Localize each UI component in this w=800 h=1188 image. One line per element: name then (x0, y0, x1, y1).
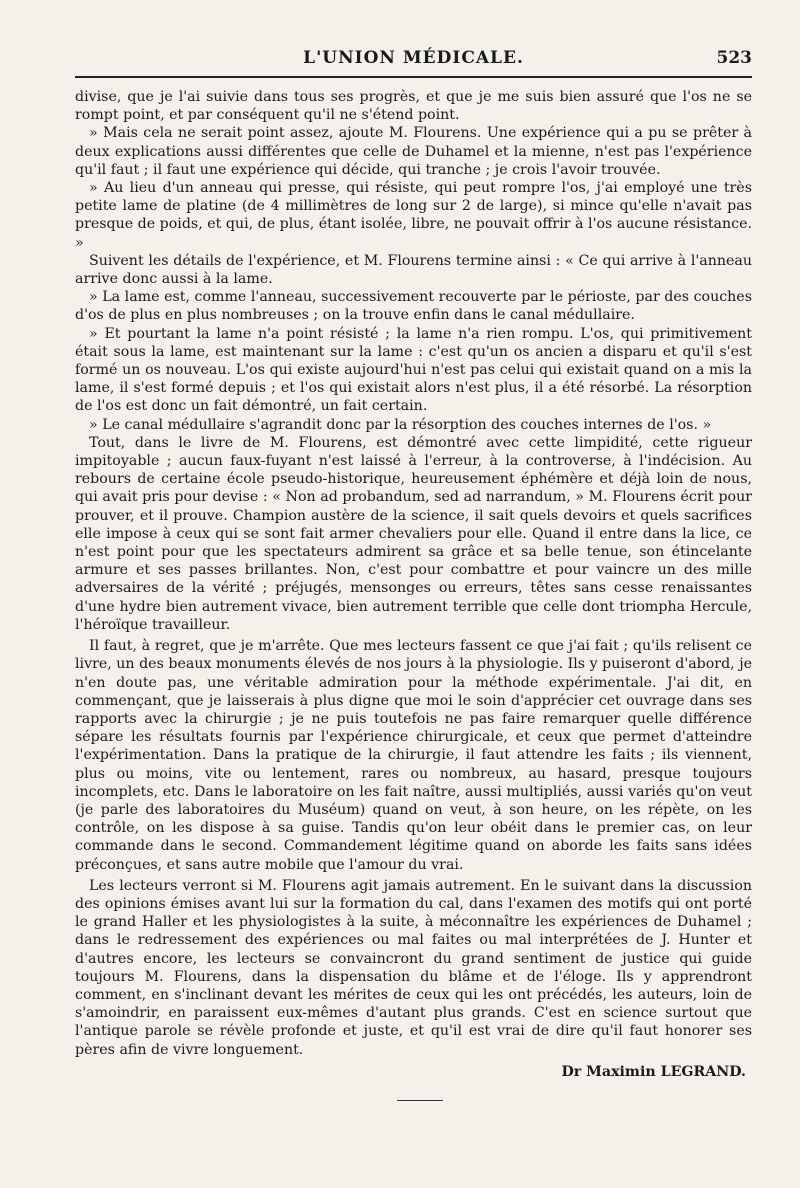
paragraph: » Le canal médullaire s'agrandit donc par la résorption des couches internes de l'os. » (89, 416, 712, 433)
paragraph: divise, que je l'ai suivie dans tous ses progrès, et que je me suis bien assuré que l'os ne se rompt point, et par conséquent qu'il ne s'étend point. (75, 89, 752, 124)
running-title: L'UNION MÉDICALE. (303, 48, 524, 68)
paragraph: » Mais cela ne serait point assez, ajoute M. Flourens. Une expérience qui a pu se prêter à deux explications aussi différentes que celle de Duhamel et la mienne, n'est pas l'expérience qu'il faut ; il faut une expérience qui décide, qui tranche ; je crois l'avoir trouvée. (75, 125, 752, 178)
paragraph: Il faut, à regret, que je m'arrête. Que mes lecteurs fassent ce que j'ai fait ; qu'ils relisent ce livre, un des beaux monuments élevés de nos jours à la physiologie. Ils y puiseront d'abord, je n'en doute pas, une véritable admiration pour la méthode expérimentale. J'ai dit, en commençant, que je laisserais à plus digne que moi le soin d'apprécier cet ouvrage dans ses rapports avec la chirurgie ; je ne puis toutefois ne pas faire remarquer quelle différence sépare les résultats fournis par l'expérience chirurgicale, et ceux que permet d'atteindre l'expérimentation. Dans la pratique de la chirurgie, il faut attendre les faits ; ils viennent, plus ou moins, vite ou lentement, rares ou nombreux, au hasard, presque toujours incomplets, etc. Dans le laboratoire on les fait naître, aussi multipliés, aussi variés qu'on veut (je parle des laboratoires du Muséum) quand on veut, à son heure, on les répète, on les contrôle, on les dispose à sa guise. Tandis qu'on leur obéit dans le premier cas, on leur commande dans le second. Commandement légitime quand on aborde les faits sans idées préconçues, et sans autre mobile que l'amour du vrai. (75, 638, 752, 873)
paragraph: » Et pourtant la lame n'a point résisté ; la lame n'a rien rompu. L'os, qui primitivement était sous la lame, est maintenant sur la lame : c'est qu'un os ancien a disparu et qu'il s'est formé un os nouveau. L'os qui existe aujourd'hui n'est pas celui qui existait quand on a mis la lame, il s'est formé depuis ; et l'os qui existait alors n'est plus, il a été résorbé. La résorption de l'os est donc un fait démontré, un fait certain. (75, 325, 752, 415)
paragraph: » La lame est, comme l'anneau, successivement recouverte par le périoste, par des couches d'os de plus en plus nombreuses ; on la trouve enfin dans le canal médullaire. (75, 289, 752, 324)
paragraph: » Au lieu d'un anneau qui presse, qui résiste, qui peut rompre l'os, j'ai employé une très petite lame de platine (de 4 millimètres de long sur 2 de large), si mince qu'elle n'avait pas presque de poids, et qui, de plus, étant isolée, libre, ne pouvait offrir à l'os aucune résistance. » (75, 180, 752, 251)
paragraph: Suivent les détails de l'expérience, et M. Flourens termine ainsi : « Ce qui arrive à l'anneau arrive donc aussi à la lame. (75, 252, 752, 288)
header-rule (75, 76, 752, 78)
paragraph: Tout, dans le livre de M. Flourens, est démontré avec cette limpidité, cette rigueur impitoyable ; aucun faux-fuyant n'est laissé à l'erreur, à la controverse, à l'indécision. Au rebours de certaine école pseudo-historique, heureusement éphémère et déjà loin de nous, qui avait pris pour devise : « Non ad probandum, sed ad narrandum, » M. Flourens écrit pour prouver, et il prouve. Champion austère de la science, il sait quels devoirs et quels sacrifices elle impose à ceux qui se sont fait armer chevaliers pour elle. Quand il entre dans la lice, ce n'est point pour que les spectateurs admirent sa grâce et sa belle tenue, son étincelante armure et ses passes brillantes. Non, c'est pour combattre et pour vaincre un des mille adversaires de la vérité ; préjugés, mensonges ou erreurs, têtes sans cesse renaissantes d'une hydre bien autrement vivace, bien autrement terrible que celle dont triompha Hercule, l'héroïque travailleur. (75, 434, 752, 633)
paragraph: Les lecteurs verront si M. Flourens agit jamais autrement. En le suivant dans la discussion des opinions émises avant lui sur la formation du cal, dans l'examen des motifs qui ont porté le grand Haller et les physiologistes à la suite, à méconnaître les expériences de Duhamel ; dans le redressement des expériences ou mal faites ou mal interprétées de J. Hunter et d'autres encore, les lecteurs se convaincront du grand sentiment de justice qui guide toujours M. Flourens, dans la dispensation du blâme et de l'éloge. Ils y apprendront comment, en s'inclinant devant les mérites de ceux qui les ont précédés, les auteurs, loin de s'amoindrir, en paraissent eux-mêmes d'autant plus grands. C'est en science surtout que l'antique parole se révèle profonde et juste, et qu'il est vrai de dire qu'il faut honorer ses pères afin de vivre longuement. (75, 877, 752, 1058)
page-header (75, 48, 752, 74)
footer-rule (397, 1100, 443, 1101)
page-number: 523 (716, 48, 752, 68)
author-signature: Dr Maximin LEGRAND. (561, 1063, 746, 1080)
article-body (75, 88, 752, 1081)
